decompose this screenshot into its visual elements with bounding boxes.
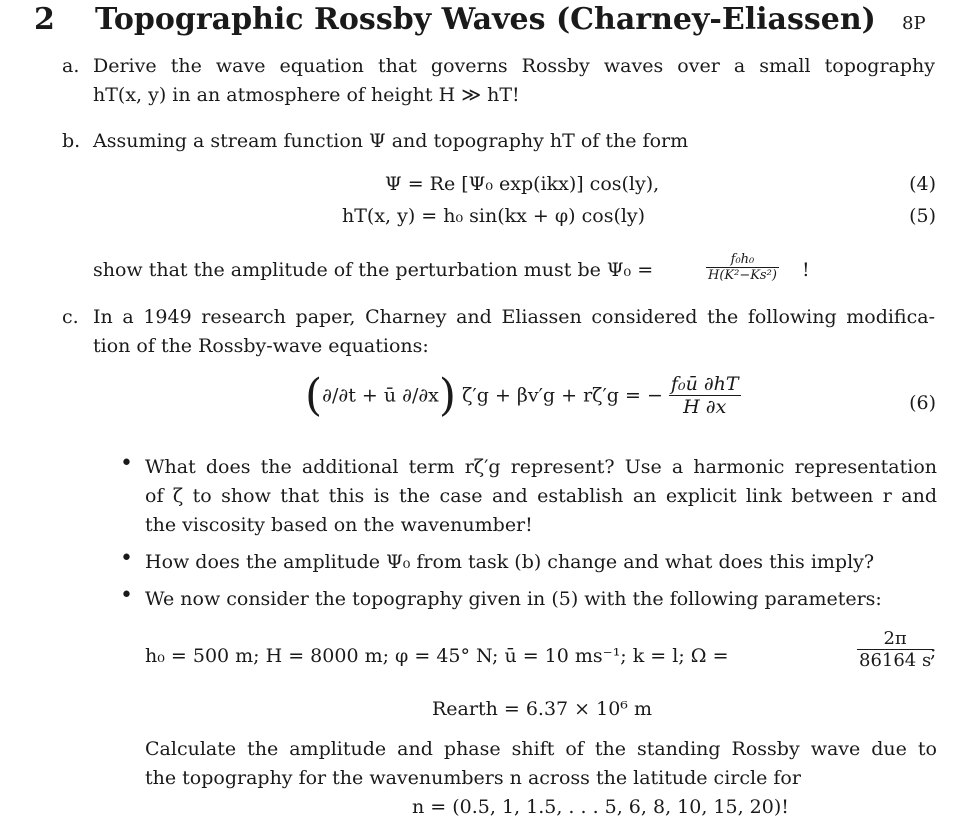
bullet-dot-1: • [120, 451, 133, 476]
equation-6-rhs-numerator: f₀ū ∂hT [670, 373, 739, 395]
equation-6: (∂/∂t + ū ∂/∂x) ζ′g + βv′g + rζ′g = − $\frac{\text{f₀ū ∂hT}}{H \partial x}$ [305, 370, 739, 421]
bullet-dot-2: • [120, 546, 133, 571]
equation-4: Ψ = Re [Ψ₀ exp(ikx)] cos(ly), [385, 173, 660, 195]
part-a-line2: hT(x, y) in an atmosphere of height H ≫ hT! [93, 84, 520, 106]
points-label: 8P [902, 13, 926, 34]
equation-6-operator: ∂/∂t + ū ∂/∂x [322, 384, 439, 407]
part-b-label: b. [62, 130, 81, 152]
calculate-line2: the topography for the wavenumbers n across the latitude circle for [145, 767, 801, 789]
equation-6-terms: ζ′g + βv′g + rζ′g = − [462, 384, 663, 407]
omega-semicolon: ; [930, 640, 937, 662]
section-title: Topographic Rossby Waves (Charney-Eliassen) [95, 2, 876, 37]
bullet-2-text: How does the amplitude Ψ₀ from task (b) change and what does this imply? [145, 551, 875, 573]
bullet-dot-3: • [120, 583, 133, 608]
part-b-show-text: show that the amplitude of the perturbation must be Ψ₀ = [93, 259, 654, 281]
part-a-line1: Derive the wave equation that governs Rossby waves over a small topography [93, 55, 935, 77]
amplitude-denominator: H(K²−Ks²) [708, 268, 777, 283]
bullet-1-line3: the viscosity based on the wavenumber! [145, 514, 533, 536]
equation-5: hT(x, y) = h₀ sin(kx + φ) cos(ly) [342, 205, 646, 227]
omega-fraction [857, 628, 933, 671]
bullet-3-text: We now consider the topography given in (5) with the following parameters: [145, 588, 882, 610]
calculate-line3: n = (0.5, 1, 1.5, . . . 5, 6, 8, 10, 15, 20)! [412, 796, 789, 818]
part-b-exclamation: ! [802, 259, 810, 281]
omega-numerator: 2π [857, 628, 933, 650]
bullet-1-line1: What does the additional term rζ′g represent? Use a harmonic representation [145, 456, 937, 478]
parameters-line: h₀ = 500 m; H = 8000 m; φ = 45° N; ū = 10 ms⁻¹; k = l; Ω = [145, 645, 729, 667]
equation-6-number: (6) [909, 392, 936, 414]
amplitude-fraction [706, 252, 779, 283]
equation-6-rhs-denominator: H ∂x [683, 396, 727, 418]
omega-denominator: 86164 s [859, 650, 932, 671]
part-c-line1: In a 1949 research paper, Charney and Eliassen considered the following modifica- [93, 306, 935, 328]
part-b-intro: Assuming a stream function Ψ and topography hT of the form [93, 130, 689, 152]
calculate-line1: Calculate the amplitude and phase shift of the standing Rossby wave due to [145, 738, 937, 760]
amplitude-numerator: f₀h₀ [706, 252, 779, 268]
section-number: 2 [34, 2, 55, 37]
equation-5-number: (5) [909, 205, 936, 227]
part-c-line2: tion of the Rossby-wave equations: [93, 335, 429, 357]
earth-radius: Rearth = 6.37 × 10⁶ m [432, 698, 652, 720]
part-c-label: c. [62, 306, 79, 328]
bullet-1-line2: of ζ to show that this is the case and establish an explicit link between r and [145, 485, 937, 507]
part-a-label: a. [62, 55, 80, 77]
equation-4-number: (4) [909, 173, 936, 195]
